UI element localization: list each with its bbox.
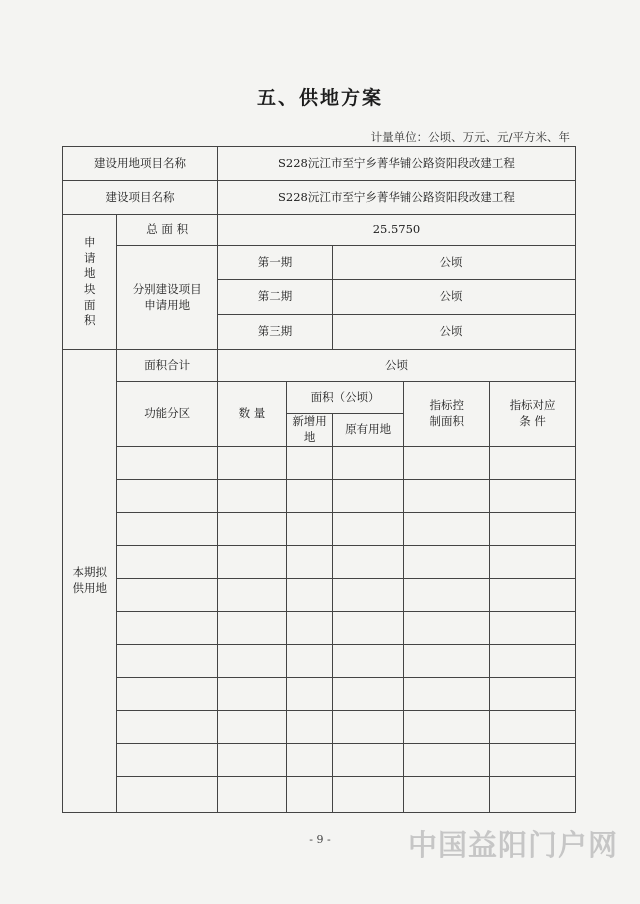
project-row: [63, 181, 576, 215]
phase-label: 第二期: [217, 280, 332, 315]
control-area-header: 指标控 制面积: [404, 382, 490, 447]
phase-unit: 公顷: [333, 246, 576, 280]
project-value: S228沅江市至宁乡菁华铺公路资阳段改建工程: [217, 181, 575, 215]
page-title: 五、供地方案: [256, 87, 383, 109]
total-area-label: 总 面 积: [117, 215, 218, 246]
zone-header: 功能分区: [117, 382, 218, 447]
phase-label: 第一期: [217, 246, 332, 280]
conditions-header: 指标对应 条 件: [490, 382, 576, 447]
table-row: [63, 612, 576, 645]
land-project-label: 建设用地项目名称: [63, 147, 218, 181]
land-supply-form: [62, 146, 576, 813]
phase-unit: 公顷: [333, 280, 576, 315]
table-row: [63, 513, 576, 546]
table-row: [63, 678, 576, 711]
existing-land-header: 原有用地: [333, 414, 404, 447]
page-number: - 9 -: [309, 833, 331, 846]
phase-label: 第三期: [217, 315, 332, 350]
area-header: 面积（公顷）: [287, 382, 404, 414]
watermark-logo: 中国益阳门户网: [408, 828, 619, 862]
header-row: [63, 382, 576, 414]
total-area-value: 25.5750: [217, 215, 575, 246]
application-side-label: 申 请 地 块 面 积: [63, 215, 117, 350]
table-row: [63, 744, 576, 777]
table-row: [63, 579, 576, 612]
table-row: [63, 546, 576, 579]
table-row: [63, 711, 576, 744]
supply-side-label: 本期拟 供用地: [63, 350, 117, 813]
project-label: 建设项目名称: [63, 181, 218, 215]
phase-unit: 公顷: [333, 315, 576, 350]
new-land-header: 新增用地: [287, 414, 333, 447]
table-row: [63, 777, 576, 813]
table-row: [63, 645, 576, 678]
phase-row: [63, 246, 576, 280]
land-project-row: [63, 147, 576, 181]
land-project-value: S228沅江市至宁乡菁华铺公路资阳段改建工程: [217, 147, 575, 181]
table-row: [63, 480, 576, 513]
units-note: 计量单位：公顷、万元、元/平方米、年: [370, 130, 570, 144]
area-sum-row: [63, 350, 576, 382]
separate-projects-label: 分别建设项目 申请用地: [117, 246, 218, 350]
area-sum-unit: 公顷: [217, 350, 575, 382]
table-row: [63, 447, 576, 480]
quantity-header: 数 量: [217, 382, 286, 447]
total-area-row: [63, 215, 576, 246]
area-sum-label: 面积合计: [117, 350, 218, 382]
